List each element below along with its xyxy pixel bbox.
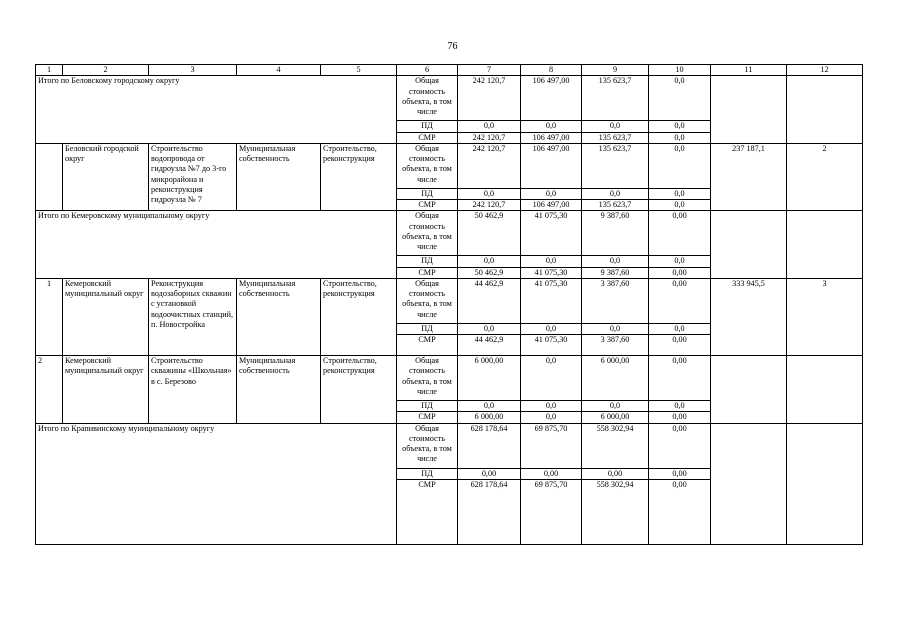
col11-value: 237 187,1 xyxy=(711,143,787,211)
table-row xyxy=(36,143,863,188)
general-cost-label: Общая стоимость объекта, в том числе xyxy=(397,211,458,256)
row-number xyxy=(36,143,63,211)
value-cell: 41 075,30 xyxy=(521,335,582,356)
table-row xyxy=(36,76,863,121)
pd-label: ПД xyxy=(397,401,458,412)
value-cell: 0,0 xyxy=(582,188,649,199)
value-cell: 41 075,30 xyxy=(521,267,582,278)
value-cell: 628 178,64 xyxy=(458,423,521,468)
value-cell: 0,00 xyxy=(649,335,711,356)
table-row xyxy=(36,423,863,468)
value-cell: 628 178,64 xyxy=(458,479,521,544)
smr-label: СМР xyxy=(397,267,458,278)
value-cell: 0,00 xyxy=(582,468,649,479)
value-cell: 0,0 xyxy=(649,121,711,132)
value-cell: 242 120,7 xyxy=(458,143,521,188)
value-cell: 0,00 xyxy=(649,479,711,544)
col11-value: 333 945,5 xyxy=(711,278,787,355)
col12-value: 3 xyxy=(787,278,863,355)
value-cell: 0,0 xyxy=(582,323,649,334)
value-cell: 558 302,94 xyxy=(582,423,649,468)
col-header: 8 xyxy=(521,65,582,76)
pd-label: ПД xyxy=(397,256,458,267)
value-cell: 106 497,00 xyxy=(521,76,582,121)
work-type-cell: Строительство, реконструкция xyxy=(321,143,397,211)
ownership-cell: Муниципальная собственность xyxy=(237,278,321,355)
value-cell: 0,0 xyxy=(458,323,521,334)
table-row xyxy=(36,278,863,323)
value-cell: 0,00 xyxy=(649,211,711,256)
value-cell: 106 497,00 xyxy=(521,143,582,188)
value-cell: 0,00 xyxy=(649,412,711,423)
col-header: 10 xyxy=(649,65,711,76)
pd-label: ПД xyxy=(397,323,458,334)
work-type-cell: Строительство, реконструкция xyxy=(321,356,397,424)
col11-value xyxy=(711,356,787,424)
value-cell: 9 387,60 xyxy=(582,267,649,278)
object-cell: Строительство водопровода от гидроузла №7 до 3-го микрорайона и реконструкция гидроузла № 7 xyxy=(149,143,237,211)
value-cell: 0,0 xyxy=(649,256,711,267)
value-cell: 558 302,94 xyxy=(582,479,649,544)
value-cell: 0,00 xyxy=(649,468,711,479)
value-cell: 0,0 xyxy=(649,401,711,412)
value-cell: 0,0 xyxy=(521,188,582,199)
empty-cell xyxy=(787,76,863,144)
value-cell: 69 875,70 xyxy=(521,423,582,468)
smr-label: СМР xyxy=(397,200,458,211)
table-row xyxy=(36,356,863,401)
col-header: 5 xyxy=(321,65,397,76)
value-cell: 135 623,7 xyxy=(582,132,649,143)
col-header: 2 xyxy=(63,65,149,76)
empty-cell xyxy=(711,211,787,279)
value-cell: 0,0 xyxy=(521,412,582,423)
smr-label: СМР xyxy=(397,335,458,356)
value-cell: 0,0 xyxy=(649,188,711,199)
value-cell: 135 623,7 xyxy=(582,200,649,211)
section-total-label: Итого по Крапивинскому муниципальному округу xyxy=(36,423,397,544)
value-cell: 6 000,00 xyxy=(458,412,521,423)
value-cell: 0,0 xyxy=(582,121,649,132)
value-cell: 41 075,30 xyxy=(521,278,582,323)
value-cell: 3 387,60 xyxy=(582,278,649,323)
value-cell: 69 875,70 xyxy=(521,479,582,544)
value-cell: 135 623,7 xyxy=(582,76,649,121)
value-cell: 242 120,7 xyxy=(458,200,521,211)
value-cell: 9 387,60 xyxy=(582,211,649,256)
empty-cell xyxy=(787,423,863,544)
investment-table xyxy=(35,64,863,545)
value-cell: 6 000,00 xyxy=(458,356,521,401)
col-header: 9 xyxy=(582,65,649,76)
section-total-label: Итого по Беловскому городскому округу xyxy=(36,76,397,144)
value-cell: 0,00 xyxy=(521,468,582,479)
value-cell: 0,0 xyxy=(458,188,521,199)
value-cell: 0,0 xyxy=(458,121,521,132)
object-cell: Реконструкция водозаборных скважин с установкой водоочистных станций, п. Новостройка xyxy=(149,278,237,355)
pd-label: ПД xyxy=(397,188,458,199)
row-number: 1 xyxy=(36,278,63,355)
general-cost-label: Общая стоимость объекта, в том числе xyxy=(397,356,458,401)
value-cell: 0,0 xyxy=(582,401,649,412)
general-cost-label: Общая стоимость объекта, в том числе xyxy=(397,143,458,188)
value-cell: 242 120,7 xyxy=(458,76,521,121)
value-cell: 0,0 xyxy=(521,401,582,412)
col-header: 3 xyxy=(149,65,237,76)
value-cell: 135 623,7 xyxy=(582,143,649,188)
value-cell: 242 120,7 xyxy=(458,132,521,143)
municipality-cell: Беловский городской округ xyxy=(63,143,149,211)
value-cell: 0,0 xyxy=(458,401,521,412)
table-row xyxy=(36,211,863,256)
pd-label: ПД xyxy=(397,121,458,132)
value-cell: 0,0 xyxy=(521,256,582,267)
general-cost-label: Общая стоимость объекта, в том числе xyxy=(397,423,458,468)
value-cell: 0,0 xyxy=(649,200,711,211)
page-number: 76 xyxy=(447,41,458,52)
value-cell: 3 387,60 xyxy=(582,335,649,356)
municipality-cell: Кемеровский муниципальный округ xyxy=(63,278,149,355)
col-header: 11 xyxy=(711,65,787,76)
row-number: 2 xyxy=(36,356,63,424)
col-header: 7 xyxy=(458,65,521,76)
col-header: 1 xyxy=(36,65,63,76)
empty-cell xyxy=(711,423,787,544)
value-cell: 0,0 xyxy=(521,323,582,334)
smr-label: СМР xyxy=(397,412,458,423)
value-cell: 0,00 xyxy=(649,356,711,401)
col12-value: 2 xyxy=(787,143,863,211)
value-cell: 0,00 xyxy=(649,278,711,323)
col-header: 4 xyxy=(237,65,321,76)
col-header: 12 xyxy=(787,65,863,76)
col12-value xyxy=(787,356,863,424)
empty-cell xyxy=(787,211,863,279)
value-cell: 41 075,30 xyxy=(521,211,582,256)
value-cell: 0,0 xyxy=(649,76,711,121)
smr-label: СМР xyxy=(397,479,458,544)
value-cell: 0,0 xyxy=(458,256,521,267)
value-cell: 106 497,00 xyxy=(521,132,582,143)
ownership-cell: Муниципальная собственность xyxy=(237,143,321,211)
column-number-row xyxy=(36,65,863,76)
ownership-cell: Муниципальная собственность xyxy=(237,356,321,424)
value-cell: 44 462,9 xyxy=(458,278,521,323)
work-type-cell: Строительство, реконструкция xyxy=(321,278,397,355)
value-cell: 0,0 xyxy=(649,323,711,334)
value-cell: 6 000,00 xyxy=(582,356,649,401)
section-total-label: Итого по Кемеровскому муниципальному округу xyxy=(36,211,397,279)
value-cell: 0,0 xyxy=(582,256,649,267)
value-cell: 0,0 xyxy=(649,132,711,143)
value-cell: 0,0 xyxy=(521,356,582,401)
empty-cell xyxy=(711,76,787,144)
general-cost-label: Общая стоимость объекта, в том числе xyxy=(397,278,458,323)
value-cell: 44 462,9 xyxy=(458,335,521,356)
pd-label: ПД xyxy=(397,468,458,479)
value-cell: 106 497,00 xyxy=(521,200,582,211)
object-cell: Строительство скважины «Школьная» в с. Березово xyxy=(149,356,237,424)
col-header: 6 xyxy=(397,65,458,76)
value-cell: 0,00 xyxy=(649,267,711,278)
value-cell: 50 462,9 xyxy=(458,267,521,278)
value-cell: 0,00 xyxy=(649,423,711,468)
value-cell: 50 462,9 xyxy=(458,211,521,256)
value-cell: 0,0 xyxy=(649,143,711,188)
general-cost-label: Общая стоимость объекта, в том числе xyxy=(397,76,458,121)
value-cell: 0,0 xyxy=(521,121,582,132)
value-cell: 6 000,00 xyxy=(582,412,649,423)
value-cell: 0,00 xyxy=(458,468,521,479)
smr-label: СМР xyxy=(397,132,458,143)
municipality-cell: Кемеровский муниципальный округ xyxy=(63,356,149,424)
